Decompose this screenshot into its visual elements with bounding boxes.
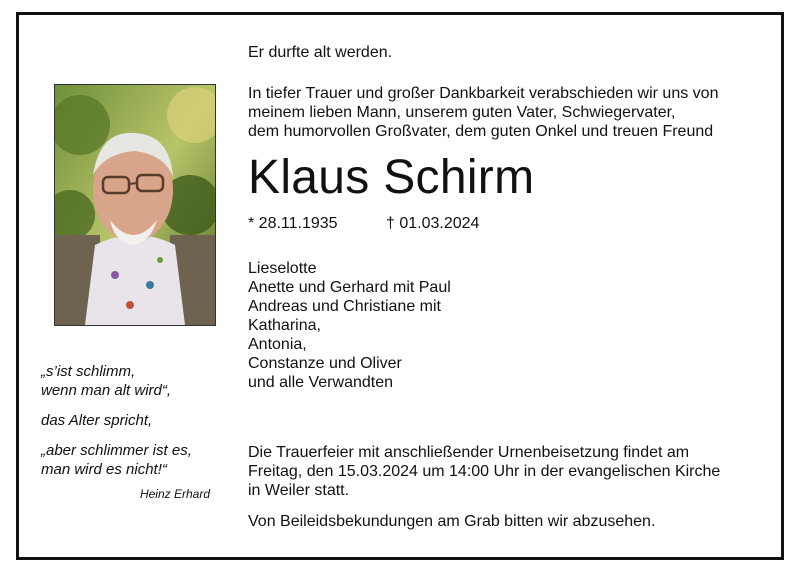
family-member: und alle Verwandten — [248, 374, 393, 391]
family-member: Andreas und Christiane mit — [248, 298, 441, 315]
birth-date: * 28.11.1935 — [248, 215, 338, 232]
announcement-line: meinem lieben Mann, unserem guten Vater, Schwiegervater, — [248, 104, 676, 121]
portrait-photo — [54, 84, 216, 326]
family-member: Constanze und Oliver — [248, 355, 402, 372]
family-member: Antonia, — [248, 336, 307, 353]
intro-text: Er durfte alt werden. — [248, 44, 393, 61]
family-list — [248, 259, 768, 392]
deceased-name: Klaus Schirm — [248, 151, 535, 204]
death-date: † 01.03.2024 — [386, 215, 480, 232]
family-member: Lieselotte — [248, 260, 317, 277]
quote-line: „aber schlimmer ist es, — [41, 442, 192, 459]
family-member: Katharina, — [248, 317, 321, 334]
quote-line: wenn man alt wird“, — [41, 382, 172, 399]
funeral-line: Freitag, den 15.03.2024 um 14:00 Uhr in der evangelischen Kirche — [248, 463, 721, 480]
life-dates — [248, 215, 479, 233]
quote-line: „s’ist schlimm, — [41, 363, 136, 380]
condolence-note: Von Beileidsbekundungen am Grab bitten wir abzusehen. — [248, 513, 656, 530]
funeral-line: Die Trauerfeier mit anschließender Urnenbeisetzung findet am — [248, 444, 690, 461]
quote-author: Heinz Erhard — [139, 487, 210, 501]
family-member: Anette und Gerhard mit Paul — [248, 279, 451, 296]
funeral-info — [248, 443, 768, 500]
quote-line: das Alter spricht, — [41, 412, 153, 429]
announcement-line: dem humorvollen Großvater, dem guten Onkel und treuen Freund — [248, 123, 714, 140]
announcement-text — [248, 84, 768, 141]
quote-line: man wird es nicht!“ — [41, 461, 167, 478]
funeral-line: in Weiler statt. — [248, 482, 350, 499]
announcement-line: In tiefer Trauer und großer Dankbarkeit verabschieden wir uns von — [248, 85, 719, 102]
